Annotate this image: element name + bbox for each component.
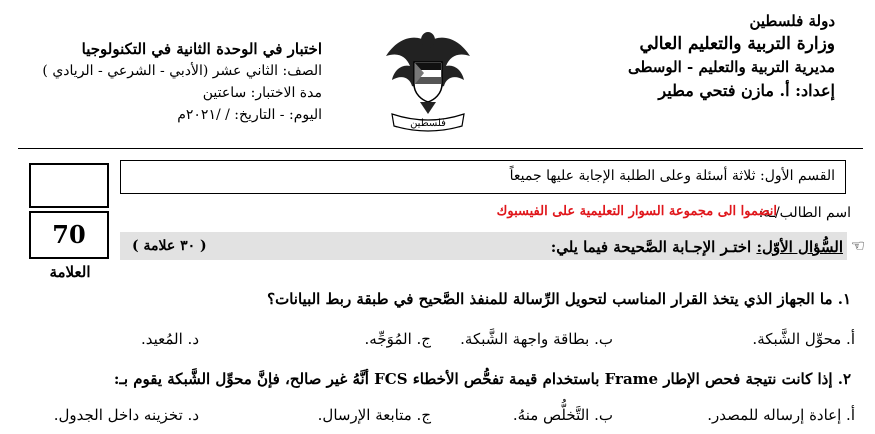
class-line: الصف: الثاني عشر (الأدبي - الشرعي - الريادي ) <box>42 63 322 79</box>
question-instruction: اختـر الإجـابة الصَّحيحة فيما يلي: <box>550 238 757 256</box>
exam-info <box>22 38 322 126</box>
total-score: 70 <box>29 211 109 259</box>
emblem-banner-text: فلسطين <box>410 118 446 129</box>
question-1-option-c[interactable]: ج. المُوَجِّه. <box>364 330 431 348</box>
date-line: اليوم: - التاريخ: / /٢٠٢١م <box>177 107 322 123</box>
score-label: العلامة <box>49 263 91 281</box>
question-1-option-a[interactable]: أ. محوِّل الشَّبكة. <box>752 330 855 348</box>
student-name-label: اسم الطالب/ـة: <box>758 205 851 221</box>
question-2-option-b[interactable]: ب. التَّخلُّص منهُ. <box>512 406 613 424</box>
question-2-option-a[interactable]: أ. إعادة إرساله للمصدر. <box>707 406 855 424</box>
school-header <box>585 10 835 102</box>
directorate-name: مديرية التربية والتعليم - الوسطى <box>627 58 835 76</box>
question-marks: ( ٣٠ علامة ) <box>132 238 207 254</box>
exam-title: اختبار في الوحدة الثانية في التكنولوجيا <box>81 40 322 58</box>
question-2-text: ٢. إذا كانت نتيجة فحص الإطار Frame باستخدام قيمة تفحُّص الأخطاء FCS أنَّهُ غير صالح، فإنَّ محوِّل الشَّبكة يقوم بـ: <box>113 370 851 388</box>
question-2-option-d[interactable]: د. تخزينه داخل الجدول. <box>53 406 199 424</box>
section-box <box>120 160 846 194</box>
pointing-hand-icon: ☜ <box>850 236 865 255</box>
score-entry-box <box>29 163 109 208</box>
header-divider <box>18 148 863 149</box>
question-title <box>551 238 843 256</box>
question-1-option-b[interactable]: ب. بطاقة واجهة الشَّبكة. <box>460 330 613 348</box>
ministry-name: وزارة التربية والتعليم العالي <box>639 34 835 54</box>
country-name: دولة فلسطين <box>749 12 835 30</box>
question-2-option-c[interactable]: ج. متابعة الإرسال. <box>317 406 431 424</box>
section-text: القسم الأول: ثلاثة أسئلة وعلى الطلبة الإجابة عليها جميعاً <box>509 168 835 184</box>
question-number-label: السُّؤال الأوّل: <box>756 238 843 256</box>
question-1-text: ١. ما الجهاز الذي يتخذ القرار المناسب لتحويل الرِّسالة للمنفذ الصَّحيح في طبقة ربط البيانات؟ <box>267 290 851 308</box>
question-1-option-d[interactable]: د. المُعيد. <box>140 330 199 348</box>
palestine-emblem-icon <box>378 22 478 134</box>
facebook-group-link[interactable]: انضموا الى مجموعة السوار التعليمية على الفيسبوك <box>496 204 777 219</box>
duration-line: مدة الاختبار: ساعتين <box>202 85 322 101</box>
author-line: إعداد: أ. مازن فتحي مطير <box>658 81 835 100</box>
